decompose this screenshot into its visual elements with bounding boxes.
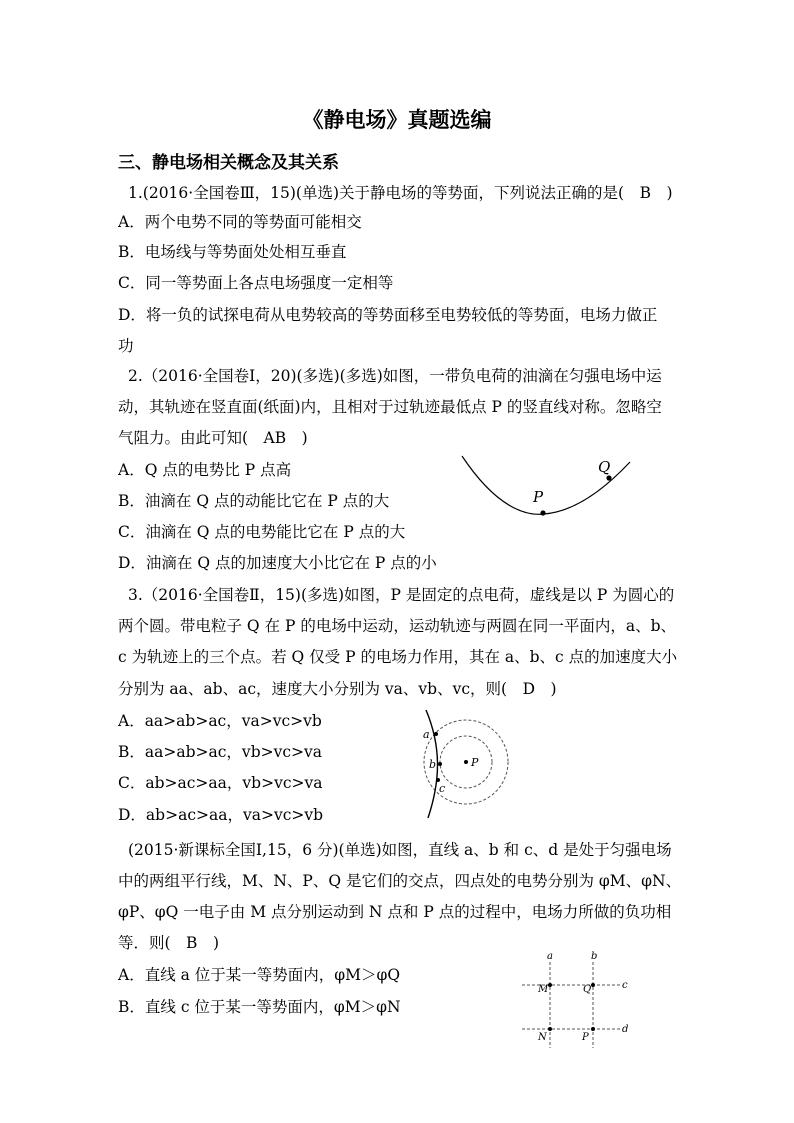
label-p: P bbox=[582, 1032, 589, 1043]
q2-option-a: A．Q 点的电势比 P 点高 bbox=[118, 461, 292, 479]
q3-option-c: C．ab>ac>aa，vb>vc>va bbox=[118, 774, 323, 792]
q2-stem-line2: 动，其轨迹在竖直面(纸面)内，且相对于过轨迹最低点 P 的竖直线对称。忽略空 bbox=[118, 398, 662, 416]
q1-option-d: D．将一负的试探电荷从电势较高的等势面移至电势较低的等势面，电场力做正 bbox=[118, 306, 658, 324]
q2-option-d: D．油滴在 Q 点的加速度大小比它在 P 点的小 bbox=[118, 554, 437, 572]
q1-stem: 1.(2016·全国卷Ⅲ，15)(单选)关于静电场的等势面，下列说法正确的是( B ) bbox=[128, 184, 673, 202]
point-p-marker bbox=[540, 510, 545, 515]
label-n: N bbox=[538, 1032, 547, 1043]
q3-option-b: B．aa>ab>ac，vb>vc>va bbox=[118, 743, 323, 761]
q2-stem-line3: 气阻力。由此可知( AB ) bbox=[118, 429, 308, 447]
q1-option-c: C．同一等势面上各点电场强度一定相等 bbox=[118, 274, 394, 292]
label-p: P bbox=[533, 488, 544, 506]
q3-option-a: A．aa>ab>ac，va>vc>vb bbox=[118, 712, 322, 730]
label-q: Q bbox=[598, 458, 611, 476]
q1-option-a: A．两个电势不同的等势面可能相交 bbox=[118, 213, 362, 231]
label-b: b bbox=[429, 758, 437, 771]
q4-option-a: A．直线 a 位于某一等势面内，φM＞φQ bbox=[118, 966, 401, 984]
label-p: P bbox=[471, 756, 479, 769]
q3-stem-line1: 3.（2016·全国卷Ⅱ，15)(多选)如图，P 是固定的点电荷，虚线是以 P 为圆心的 bbox=[128, 586, 675, 604]
q2-option-c: C．油滴在 Q 点的电势能比它在 P 点的大 bbox=[118, 523, 406, 541]
q1-option-b: B．电场线与等势面处处相互垂直 bbox=[118, 243, 347, 261]
label-m: M bbox=[538, 984, 549, 995]
q2-stem-line1: 2.（2016·全国卷Ⅰ，20)(多选)(多选)如图，一带负电荷的油滴在匀强电场中运 bbox=[128, 367, 662, 385]
label-q: Q bbox=[583, 984, 592, 995]
label-a: a bbox=[423, 728, 430, 741]
q1-option-d-cont: 功 bbox=[118, 337, 134, 355]
q4-stem-line4: 等．则( B ) bbox=[118, 934, 219, 952]
q4-stem-line1: (2015·新课标全国Ⅰ,15，6 分)(单选)如图，直线 a、b 和 c、d 是处于匀强电场 bbox=[128, 841, 672, 859]
point-q-marker bbox=[606, 475, 611, 480]
label-c: c bbox=[622, 980, 628, 991]
label-c: c bbox=[439, 782, 446, 795]
q3-stem-line3: c 为轨迹上的三个点。若 Q 仅受 P 的电场力作用，其在 a、b、c 点的加速度大小 bbox=[118, 648, 678, 666]
q3-circles-figure bbox=[418, 708, 518, 820]
label-b: b bbox=[591, 951, 598, 962]
q4-grid-figure bbox=[520, 950, 640, 1050]
q3-option-d: D．ab>ac>aa，va>vc>vb bbox=[118, 806, 324, 824]
q2-trajectory-figure bbox=[458, 452, 638, 524]
page-title: 《静电场》真题选编 bbox=[302, 107, 492, 132]
q4-option-b: B．直线 c 位于某一等势面内，φM＞φN bbox=[118, 998, 401, 1016]
q3-stem-line4: 分别为 aa、ab、ac，速度大小分别为 va、vb、vc，则( D ) bbox=[118, 680, 557, 698]
label-a: a bbox=[547, 951, 553, 962]
q4-stem-line2: 中的两组平行线，M、N、P、Q 是它们的交点，四点处的电势分别为 φM、φN、 bbox=[118, 872, 682, 890]
label-d: d bbox=[622, 1024, 629, 1035]
section-heading: 三、静电场相关概念及其关系 bbox=[118, 153, 339, 173]
q4-stem-line3: φP、φQ 一电子由 M 点分别运动到 N 点和 P 点的过程中，电场力所做的负功相 bbox=[118, 903, 672, 921]
q2-option-b: B．油滴在 Q 点的动能比它在 P 点的大 bbox=[118, 492, 390, 510]
q3-stem-line2: 两个圆。带电粒子 Q 在 P 的电场中运动，运动轨迹与两圆在同一平面内，a、b、 bbox=[118, 617, 677, 635]
